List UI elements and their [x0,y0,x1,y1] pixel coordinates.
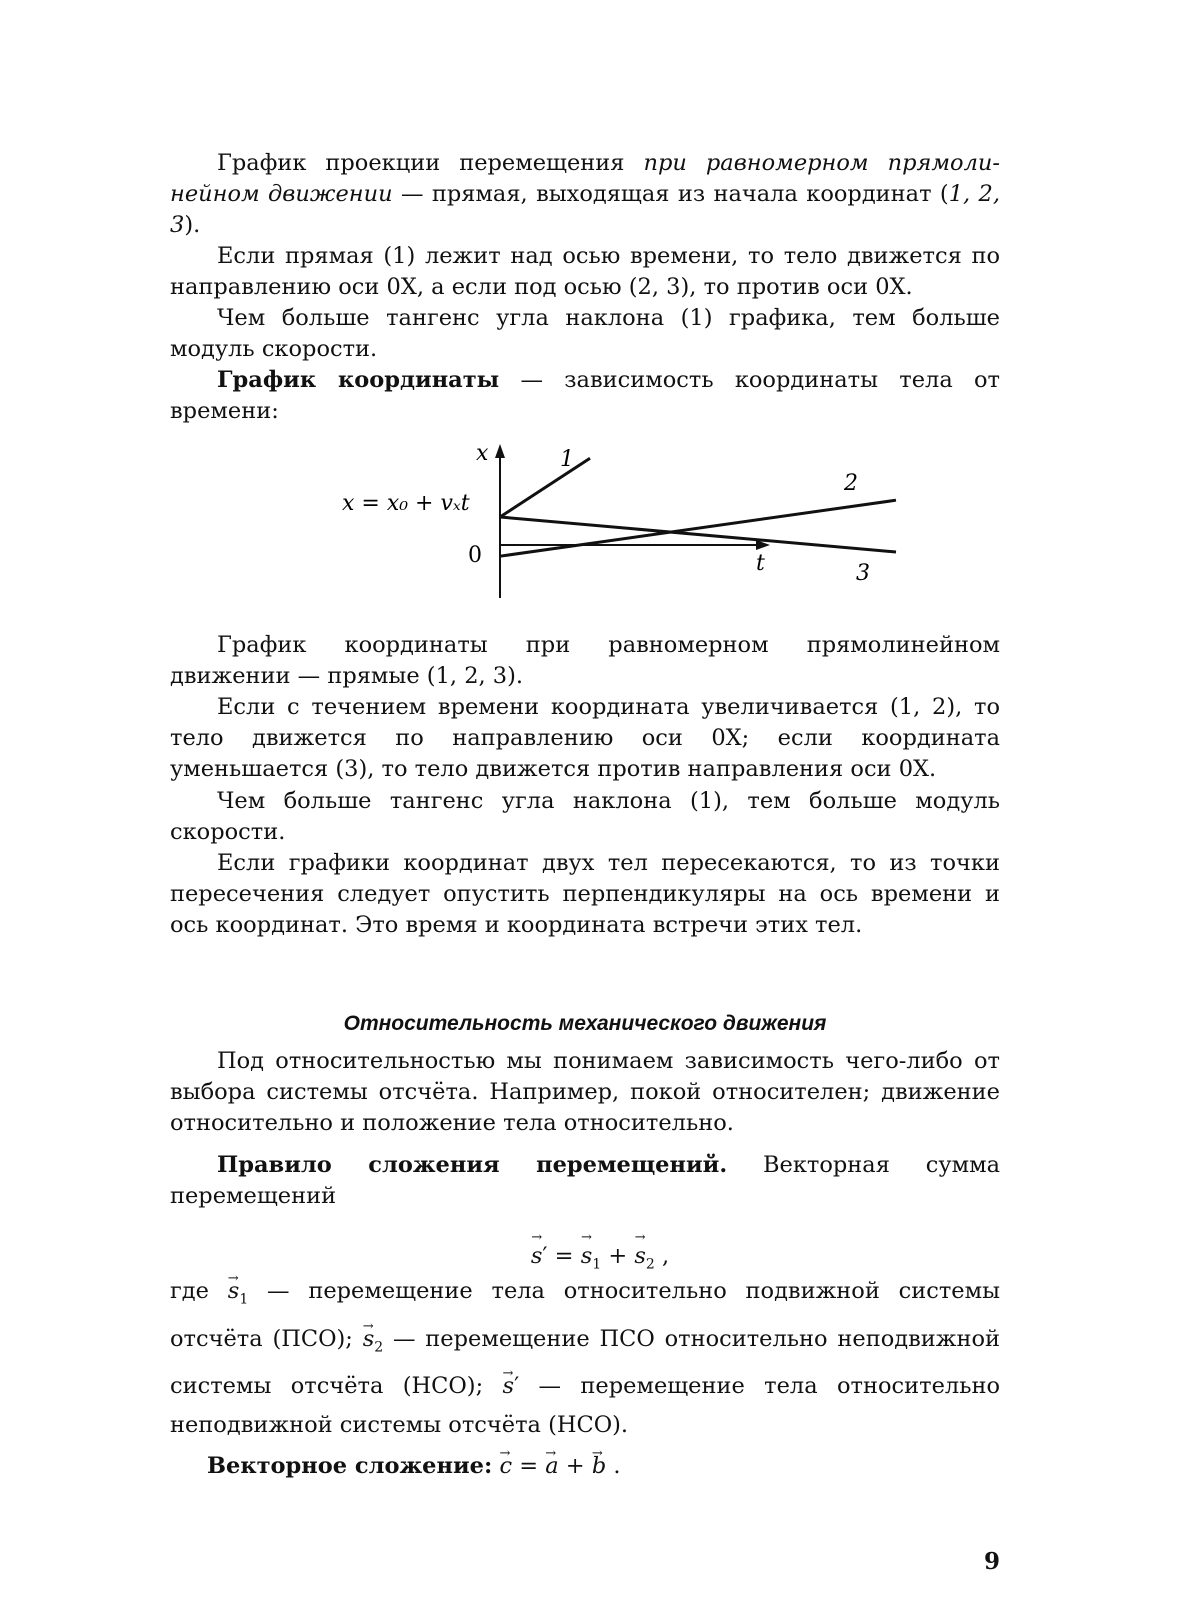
vector-s1-inline: → s [228,1272,240,1311]
series-label-1: 1 [560,447,574,473]
vector-s2: → s [634,1243,646,1269]
vector-s1: → s [581,1243,593,1269]
vector-s-prime-inline: → s [503,1367,515,1406]
y-axis-label: x [476,441,489,466]
series-group [500,447,896,586]
coordinate-graph-svg [340,440,870,620]
paragraph-displacement-rule: Правило сложения перемещений. Векторная сумма перемещений [170,1152,1000,1209]
paragraph-tangent-slope: Чем больше тангенс угла наклона (1) графика, тем больше модуль скорости. [170,305,1000,362]
paragraph-relativity: Под относительностью мы понимаем зависимость чего-либо от выбора системы отсчёта. Например, покой относителен; движение относительно и положение тела относительно. [170,1048,1000,1136]
x-axis-label: t [756,551,765,576]
coordinate-formula: x = x₀ + vₓt [342,491,470,516]
coordinate-graph-figure [340,440,870,620]
series-label-3: 3 [856,561,870,586]
vector-b: → b [592,1451,606,1482]
paragraph-line-above-axis: Если прямая (1) лежит над осью времени, то тело движется по направлению оси 0X, а если под осью (2, 3), то против оси 0X. [170,243,1000,300]
paragraph-speed-modulus: Чем больше тангенс угла наклона (1), тем больше модуль скорости. [170,788,1000,845]
vector-c: → c [499,1451,512,1482]
paragraph-vector-addition: Векторное сложение: → c = → a + → b . [207,1451,997,1482]
displacement-sum-formula: → s′ = → $s_1$ + → $s_2$ , [0,1243,1200,1273]
section-heading: Относительность механического движения [343,1012,827,1035]
origin-label: 0 [468,543,482,568]
paragraph-coordinate-increases: Если с течением времени координата увеличивается (1, 2), то тело движется по направлению оси 0X; если координата уменьшается (3), то тело движется против направления оси 0X. [170,694,1000,782]
series-label-2: 2 [844,471,858,497]
x-axis-arrow [495,444,505,458]
vector-s2-inline: → s [363,1320,375,1359]
paragraph-coordinate-graph-lines: График координаты при равномерном прямолинейном движении — прямые (1, 2, 3). [170,632,1000,689]
page-number: 9 [983,1548,1000,1575]
vector-a: → a [545,1451,558,1482]
paragraph-vector-definitions: где → $s_1$ — перемещение тела относительно подвижной системы отсчёта (ПСО); → $s_2$ — перемещение ПСО относительно неподвижной системы отсчёта (НСО); → s′ — перемещение тела относительно неподвижной системы отсчёта (НСО). [170,1272,1000,1445]
series-line-1 [500,458,590,517]
vector-s-prime: → s [531,1243,543,1269]
paragraph-displacement-graph: График проекции перемещения при равномерном прямоли-нейном движении — прямая, выходящая из начала координат (1, 2, 3). [170,150,1000,238]
paragraph-graphs-intersect: Если графики координат двух тел пересекаются, то из точки пересечения следует опустить перпендикуляры на ось времени и ось координат. Это время и координата встречи этих тел. [170,850,1000,938]
paragraph-coordinate-graph-definition: График координаты — зависимость координаты тела от времени: [170,367,1000,424]
